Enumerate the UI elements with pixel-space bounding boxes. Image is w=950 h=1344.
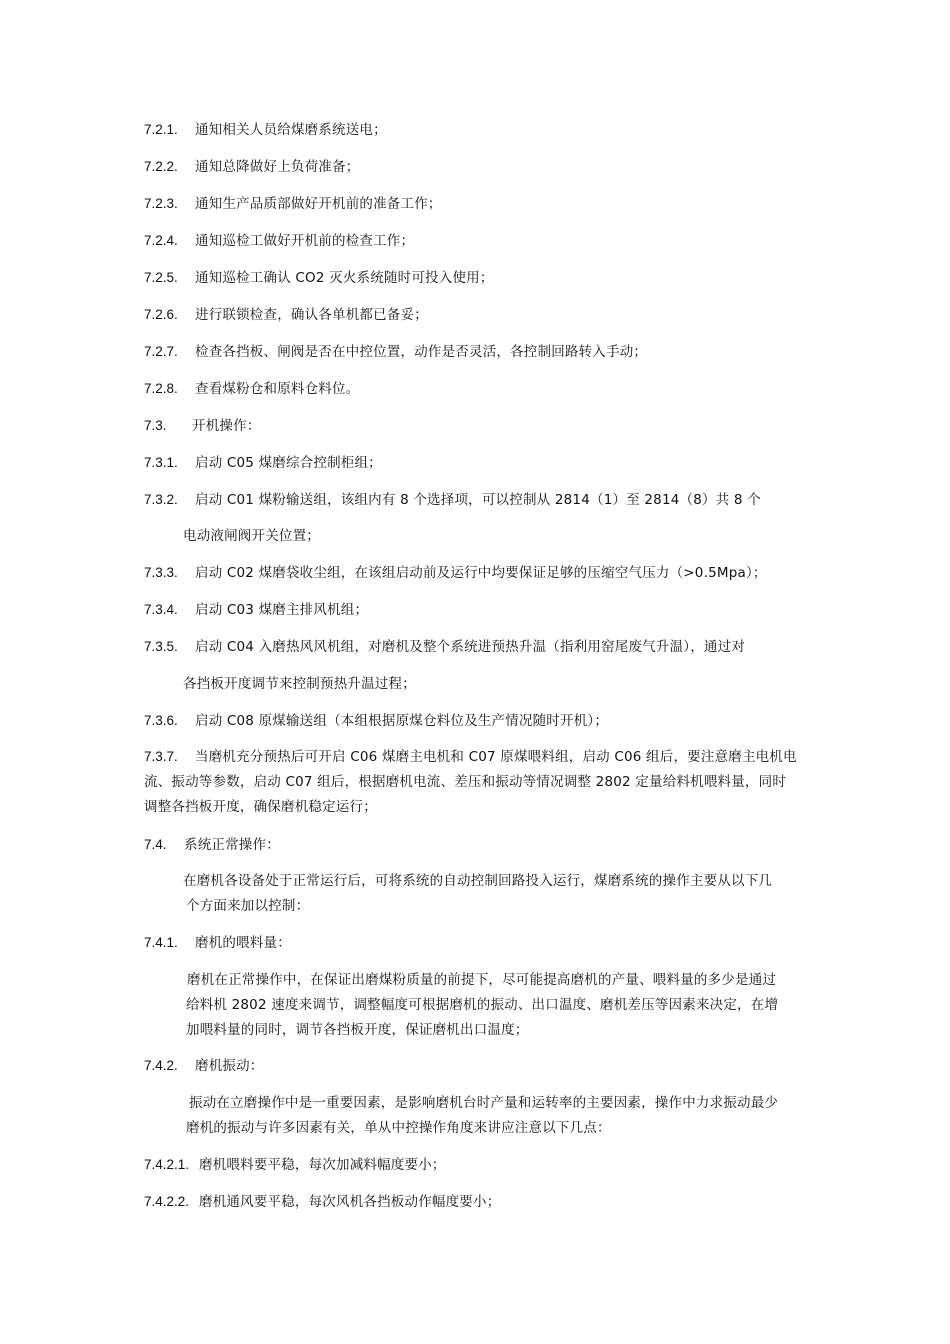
item-text: 当磨机充分预热后可开启 C06 煤磨主电机和 C07 原煤喂料组，启动 C06 组后，要注意磨主电机电: [195, 749, 797, 765]
item-text: 启动 C03 煤磨主排风机组；: [195, 602, 369, 618]
item-text: 通知生产品质部做好开机前的准备工作；: [195, 196, 442, 212]
item-number: 7.2.4.: [144, 233, 178, 248]
item-text: 磨机喂料要平稳，每次加减料幅度要小；: [199, 1157, 446, 1173]
item-number: 7.2.3.: [144, 196, 178, 211]
item-text: 磨机的喂料量：: [195, 935, 291, 951]
paragraph-line: 磨机的振动与许多因素有关，单从中控操作角度来讲应注意以下几点：: [186, 1120, 611, 1136]
item-number: 7.3.2.: [144, 492, 178, 507]
item-number: 7.2.5.: [144, 270, 178, 285]
item-text-continued: 调整各挡板开度，确保磨机稳定运行；: [144, 799, 377, 815]
item-number: 7.3.7.: [144, 749, 178, 764]
item-text: 通知巡检工做好开机前的检查工作；: [195, 233, 415, 249]
item-number: 7.4.1.: [144, 935, 178, 950]
item-number: 7.3.1.: [144, 455, 178, 470]
paragraph-line: 磨机在正常操作中，在保证出磨煤粉质量的前提下，尽可能提高磨机的产量、喂料量的多少是通过: [187, 972, 777, 988]
item-number: 7.3.3.: [144, 565, 178, 580]
item-text: 通知总降做好上负荷准备；: [195, 159, 360, 175]
item-text: 启动 C04 入磨热风风机组，对磨机及整个系统进预热升温（指利用窑尾废气升温），通过对: [195, 639, 746, 655]
item-text: 启动 C08 原煤输送组（本组根据原煤仓料位及生产情况随时开机）；: [195, 713, 609, 729]
item-text: 磨机通风要平稳，每次风机各挡板动作幅度要小；: [199, 1194, 501, 1210]
section-title: 系统正常操作：: [184, 837, 280, 853]
section-number: 7.4.: [144, 837, 167, 852]
item-text: 启动 C01 煤粉输送组，该组内有 8 个选择项，可以控制从 2814（1）至 2814（8）共 8 个: [195, 492, 761, 508]
item-number: 7.2.7.: [144, 344, 178, 359]
item-text: 通知相关人员给煤磨系统送电；: [195, 122, 387, 138]
item-text: 启动 C02 煤磨袋收尘组，在该组启动前及运行中均要保证足够的压缩空气压力（>0.5Mpa）；: [195, 565, 767, 581]
item-text: 检查各挡板、闸阀是否在中控位置，动作是否灵活，各控制回路转入手动；: [195, 344, 648, 360]
paragraph-line: 给料机 2802 速度来调节，调整幅度可根据磨机的振动、出口温度、磨机差压等因素来决定，在增: [186, 997, 779, 1013]
item-text: 通知巡检工确认 CO2 灭火系统随时可投入使用；: [195, 270, 494, 286]
paragraph-line: 在磨机各设备处于正常运行后，可将系统的自动控制回路投入运行，煤磨系统的操作主要从以下几: [183, 873, 773, 889]
item-text-continued: 流、振动等参数，启动 C07 组后，根据磨机电流、差压和振动等情况调整 2802 定量给料机喂料量，同时: [144, 774, 787, 790]
item-number: 7.2.2.: [144, 159, 178, 174]
item-number: 7.3.4.: [144, 602, 178, 617]
item-number: 7.3.5.: [144, 639, 178, 654]
paragraph-line: 振动在立磨操作中是一重要因素，是影响磨机台时产量和运转率的主要因素，操作中力求振动最少: [189, 1095, 779, 1111]
item-text: 进行联锁检查，确认各单机都已备妥；: [195, 307, 428, 323]
item-number: 7.4.2.1.: [144, 1157, 190, 1172]
item-text: 启动 C05 煤磨综合控制柜组；: [195, 455, 382, 471]
section-title: 开机操作：: [192, 418, 261, 434]
item-text-continued: 电动液闸阀开关位置；: [183, 528, 320, 544]
item-text-continued: 各挡板开度调节来控制预热升温过程；: [183, 676, 416, 692]
item-number: 7.4.2.2.: [144, 1194, 190, 1209]
item-number: 7.2.1.: [144, 122, 178, 137]
item-text: 查看煤粉仓和原料仓料位。: [195, 381, 360, 397]
item-text: 磨机振动：: [195, 1058, 264, 1074]
item-number: 7.2.6.: [144, 307, 178, 322]
item-number: 7.4.2.: [144, 1058, 178, 1073]
paragraph-line: 加喂料量的同时，调节各挡板开度，保证磨机出口温度；: [186, 1022, 529, 1038]
paragraph-line: 个方面来加以控制：: [186, 898, 310, 914]
item-number: 7.2.8.: [144, 381, 178, 396]
section-number: 7.3.: [144, 418, 167, 433]
item-number: 7.3.6.: [144, 713, 178, 728]
